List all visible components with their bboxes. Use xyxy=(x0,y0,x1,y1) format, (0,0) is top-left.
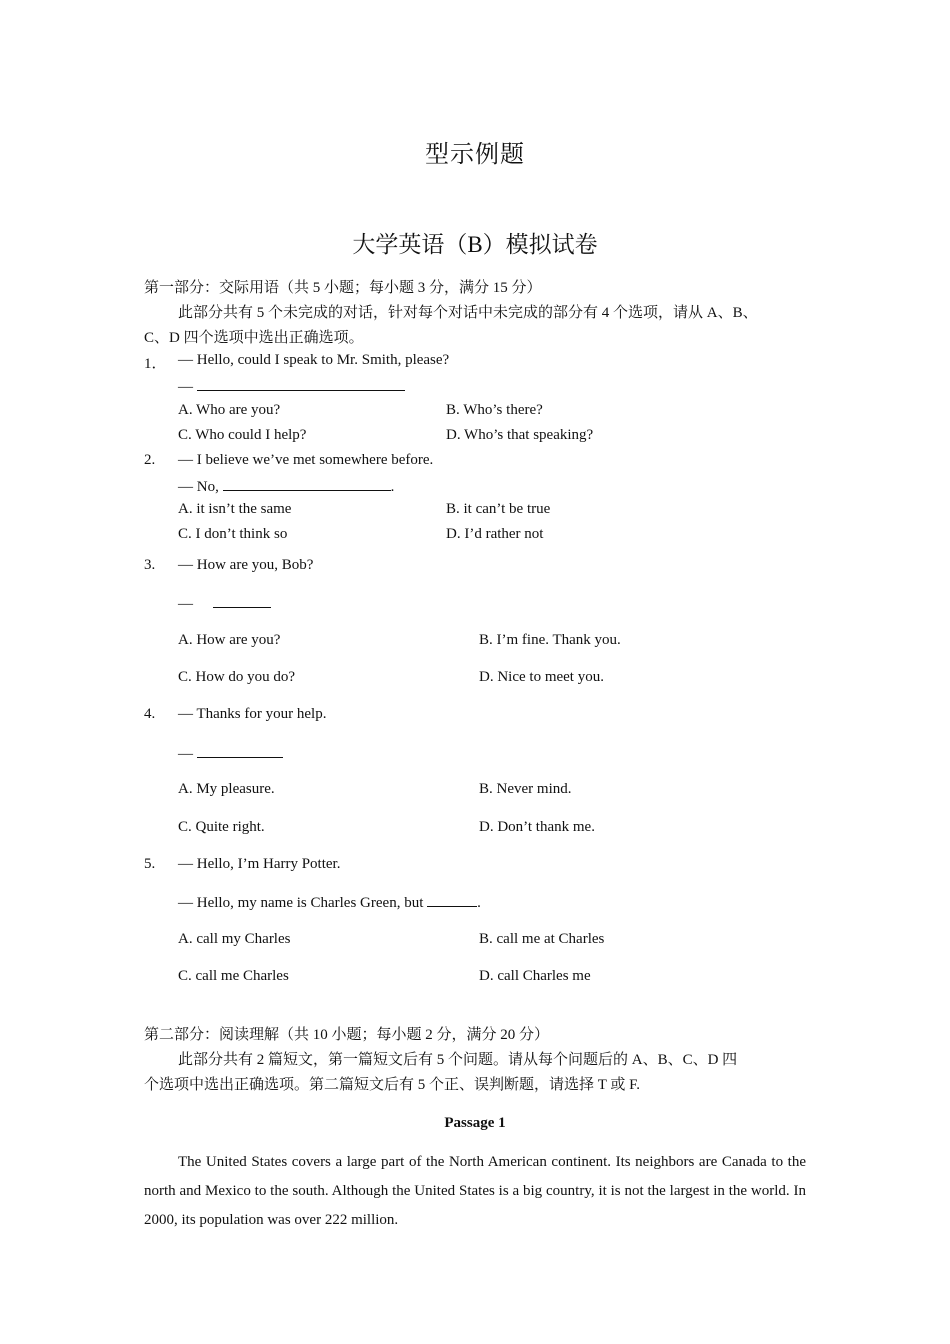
question-number: 4. xyxy=(144,706,156,722)
answer-line: — xyxy=(178,744,283,763)
option-a: A. it isn’t the same xyxy=(178,501,292,517)
option-d: D. Don’t thank me. xyxy=(479,819,595,835)
question-number: 5. xyxy=(144,856,156,872)
question-prompt: — Thanks for your help. xyxy=(178,706,327,722)
answer-line: — Hello, my name is Charles Green, but . xyxy=(178,895,481,911)
passage-title: Passage 1 xyxy=(444,1115,506,1131)
question-prompt: — Hello, could I speak to Mr. Smith, please? xyxy=(178,352,450,368)
answer-line: — xyxy=(178,594,271,613)
option-d: D. Nice to meet you. xyxy=(479,669,604,685)
option-a: A. Who are you? xyxy=(178,402,281,418)
question-prompt: — I believe we’ve met somewhere before. xyxy=(178,452,434,468)
option-a: A. How are you? xyxy=(178,632,281,648)
passage-body: The United States covers a large part of the North American continent. Its neighbors are Canada to the north and Mexico to the south. Although the United States is a big country, it is not the largest in the world. In 2000, its population was over 222 million. xyxy=(144,1154,806,1228)
exam-title: 大学英语（B）模拟试卷 xyxy=(352,232,598,257)
answer-blank xyxy=(197,744,283,758)
option-c: C. How do you do? xyxy=(178,669,296,685)
option-b: B. it can’t be true xyxy=(446,501,551,517)
option-d: D. Who’s that speaking? xyxy=(446,427,594,443)
answer-blank xyxy=(427,893,477,907)
part1-instruction-line1: 此部分共有 5 个未完成的对话，针对每个对话中未完成的部分有 4 个选项，请从 A、B、 xyxy=(178,305,758,321)
option-a: A. My pleasure. xyxy=(178,781,275,797)
part1-instruction-line2: C、D 四个选项中选出正确选项。 xyxy=(144,330,364,346)
option-b: B. I’m fine. Thank you. xyxy=(479,632,621,648)
option-b: B. call me at Charles xyxy=(479,931,605,947)
option-c: C. Who could I help? xyxy=(178,427,307,443)
answer-blank xyxy=(223,477,391,491)
answer-blank xyxy=(197,377,405,391)
answer-blank xyxy=(213,594,271,608)
option-d: D. I’d rather not xyxy=(446,526,544,542)
option-a: A. call my Charles xyxy=(178,931,291,947)
option-c: C. Quite right. xyxy=(178,819,265,835)
part2-instruction-line2: 个选项中选出正确选项。第二篇短文后有 5 个正、误判断题，请选择 T 或 F. xyxy=(144,1077,641,1093)
option-c: C. I don’t think so xyxy=(178,526,288,542)
option-d: D. call Charles me xyxy=(479,968,591,984)
part2-heading: 第二部分：阅读理解（共 10 小题；每小题 2 分，满分 20 分） xyxy=(144,1027,550,1043)
part1-heading: 第一部分：交际用语（共 5 小题；每小题 3 分，满分 15 分） xyxy=(144,280,542,296)
question-prompt: — How are you, Bob? xyxy=(178,557,314,573)
question-number: 3. xyxy=(144,557,156,573)
option-b: B. Never mind. xyxy=(479,781,572,797)
option-c: C. call me Charles xyxy=(178,968,289,984)
answer-line: — xyxy=(178,377,405,396)
option-b: B. Who’s there? xyxy=(446,402,543,418)
page-title: 型示例题 xyxy=(425,142,525,168)
question-number: 1． xyxy=(144,356,167,372)
part2-instruction-line1: 此部分共有 2 篇短文，第一篇短文后有 5 个问题。请从每个问题后的 A、B、C、D 四 xyxy=(178,1052,738,1068)
question-number: 2. xyxy=(144,452,156,468)
answer-line: — No, . xyxy=(178,479,395,495)
question-prompt: — Hello, I’m Harry Potter. xyxy=(178,856,341,872)
